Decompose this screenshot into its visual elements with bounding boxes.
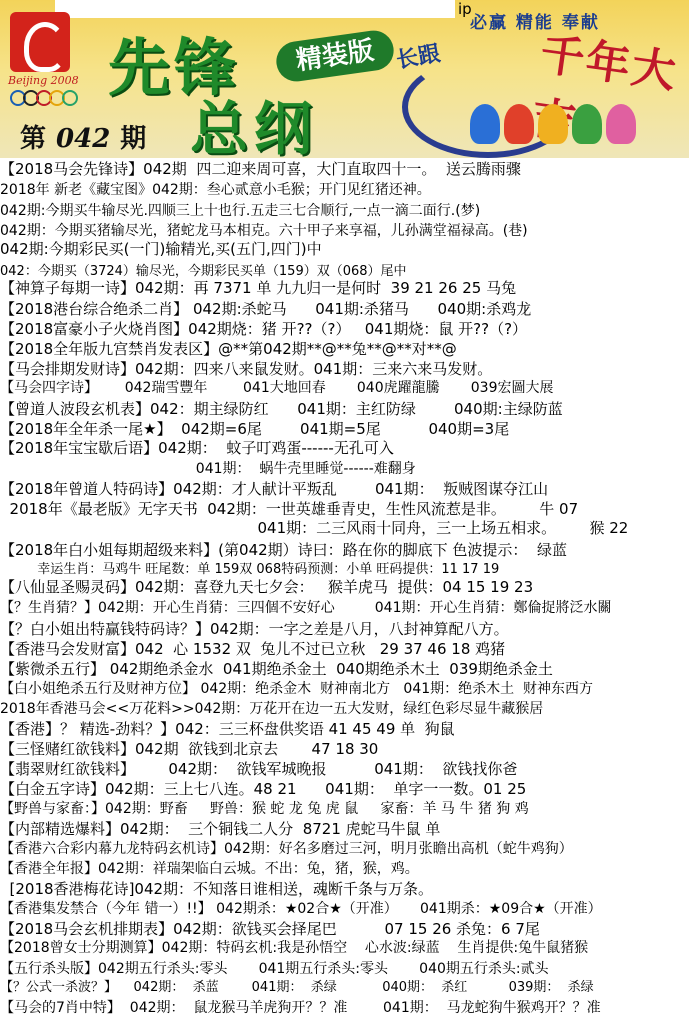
prediction-line: 【2018马会玄机排期表】042期：欲钱买会择尾巴 07 15 26 杀兔：6 7尾 [0, 920, 540, 938]
prediction-line: 2018年《最老版》无字天书 042期：一世英雄垂青史，生性风流惹是非。 牛 07 [0, 500, 579, 518]
prediction-line: 【马会的7肖中特】 042期： 鼠龙猴马羊虎狗开？？准 041期： 马龙蛇狗牛猴鸡开？？准 [0, 1000, 601, 1016]
prediction-line: 【翡翠财红欲钱料】 042期： 欲钱军城晚报 041期： 欲钱找你爸 [0, 760, 518, 778]
issue-no: 042 [56, 124, 111, 154]
beijing-caption: Beijing 2008 [8, 74, 79, 87]
prediction-line: 2018年 新老《藏宝图》042期：叁心贰意小毛猴；开门见红猪还神。 [0, 182, 431, 198]
prediction-line: 042期：今期买猪输尽光，猪蛇龙马本相克。六十甲子来享福，儿孙满堂福禄高。(巷) [0, 223, 528, 239]
prediction-line: 【香港六合彩内幕九龙特码玄机诗】042期：好名多磨过三河，明月张瞻出高机（蛇牛鸡狗） [0, 841, 573, 857]
prediction-line: 【马会四字诗】 042瑞雪豐年 041大地回春 040虎躍龍騰 039宏圖大展 [0, 380, 554, 396]
prediction-line: 【野兽与家畜：】042期：野畜 野兽：猴 蛇 龙 兔 虎 鼠 家畜：羊 马 牛 猪 狗 鸡 [0, 801, 529, 817]
prediction-line: 042：今期买（3724）输尽光，今期彩民买单（159）双（068）尾中 [0, 264, 407, 279]
prediction-line: 【马会排期发财诗】042期：四来八来鼠发财。041期：三来六来马发财。 [0, 360, 493, 378]
prediction-line: 041期： 蜗牛壳里睡觉------难翻身 [0, 461, 416, 477]
prediction-line: 【2018年全年杀一尾★】 042期=6尾 041期=5尾 040期=3尾 [0, 420, 510, 438]
banner-title-zonggang: 总纲 [190, 95, 319, 158]
prediction-line: 042期:今期买牛输尽光.四顺三上十也行.五走三七合顺行,一点一滴二面行.(梦) [0, 203, 481, 219]
beijing-olympics-logo [10, 12, 70, 72]
prediction-line: 042期:今期彩民买(一门)输精光,买(五门,四门)中 [0, 240, 322, 258]
prediction-line: 【香港马会发财富】042 心 1532 双 兔儿不过已立秋 29 37 46 18 鸡猪 [0, 640, 506, 658]
prediction-line: 幸运生肖：马鸡牛 旺尾数：单 159双 068特码预测：小单 旺码提供：11 17 19 [0, 562, 500, 577]
prediction-line: 【紫微杀五行】 042期绝杀金水 041期绝杀金土 040期绝杀木土 039期绝杀金土 [0, 660, 553, 678]
prediction-line: 【内部精选爆料】042期： 三个铜钱二人分 8721 虎蛇马牛鼠 单 [0, 820, 441, 838]
prediction-line: 【香港】？ 精选-劲料？】042：三三杯盘供奖语 41 45 49 单 狗鼠 [0, 720, 455, 738]
prediction-line: 【香港集发禁合（今年 错一）!!】 042期杀：★02合★（开准） 041期杀：★09合★（开准） [0, 901, 602, 917]
prediction-line: 【2018港台综合绝杀二肖】 042期:杀蛇马 041期:杀猪马 040期:杀鸡龙 [0, 300, 532, 318]
prediction-line: 【五行杀头版】042期五行杀头:零头 041期五行杀头:零头 040期五行杀头:贰头 [0, 961, 549, 977]
prediction-line: 【2018富豪小子火烧肖图】042期烧：猪 开??（?） 041期烧：鼠 开??（?） [0, 320, 528, 338]
banner-follow-text: 长跟 [394, 40, 443, 74]
prediction-line: 【2018年宝宝歇后语】042期： 蚊子叮鸡蛋------无孔可入 [0, 439, 394, 457]
banner-bigluck-text: 千年大吉 [537, 28, 681, 99]
prediction-line: 【香港全年报】042期：祥瑞架临白云城。不出：兔，猪，猴，鸡。 [0, 861, 419, 877]
prediction-line: 【三怪赌红欲钱料】042期 欲钱到北京去 47 18 30 [0, 740, 379, 758]
prediction-line: 【曾道人波段玄机表】042：期主绿防红 041期：主红防绿 040期:主绿防蓝 [0, 400, 563, 418]
deluxe-edition-badge: 精装版 [274, 28, 396, 84]
prediction-line: 【？白小姐出特赢钱特码诗？】042期：一字之差是八月，八封神算配八方。 [0, 620, 509, 638]
olympic-rings-icon [10, 90, 75, 110]
fuwa-mascots-icon [470, 104, 640, 148]
banner-top-strip [55, 0, 455, 18]
prediction-line: 041期：二三风雨十同舟，三一上场五相求。 猴 22 [0, 519, 629, 537]
prediction-line: 【？生肖猜？】042期：开心生肖猜：三四個不安好心 041期：开心生肖猜：鄭倫捉將泛水關 [0, 600, 612, 616]
issue-suffix: 期 [120, 124, 147, 154]
prediction-line: 【2018全年版九宫禁肖发表区】@**第042期**@**兔**@**对**@ [0, 340, 457, 358]
prediction-line: 【白金五字诗】042期：三上七八连。48 21 041期： 单字一一数。01 25 [0, 780, 527, 798]
prediction-line: 【白小姐绝杀五行及财神方位】 042期：绝杀金木 财神南北方 041期：绝杀木土 财神东西方 [0, 681, 594, 697]
banner-slogan: 必赢 精能 奉献 [470, 13, 600, 33]
prediction-line: 【2018曾女士分期测算】042期：特码玄机:我是孙悟空 心水波:绿蓝 生肖提供:兔牛鼠猪猴 [0, 940, 589, 956]
prediction-line: 【八仙显圣赐灵码】042期：喜登九天七夕会： 猴羊虎马 提供：04 15 19 23 [0, 578, 534, 596]
issue-number [20, 118, 146, 155]
ip-label: ip [458, 0, 472, 18]
issue-prefix: 第 [20, 124, 47, 154]
prediction-line: [2018香港梅花诗]042期：不知落日谁相送，魂断千条与万条。 [0, 880, 434, 898]
prediction-line: 【？公式一杀波？】 042期： 杀蓝 041期： 杀绿 040期： 杀红 039期： 杀绿 [0, 980, 594, 995]
banner-title-xianfeng: 先锋 [108, 31, 241, 104]
prediction-line: 【神算子每期一诗】042期：再 7371 单 九九归一是何时 39 21 26 25 马兔 [0, 279, 517, 297]
prediction-line: 【2018马会先锋诗】042期 四二迎来周可喜，大门直取四十一。 送云腾雨骤 [0, 160, 521, 178]
prediction-line: 【2018年白小姐每期超级来料】(第042期）诗曰：路在你的脚底下 色波提示： 绿蓝 [0, 541, 567, 559]
prediction-line: 【2018年曾道人特码诗】042期：才人献计平叛乱 041期： 叛贼图谋夺江山 [0, 480, 549, 498]
header-banner [0, 0, 689, 158]
prediction-line: 2018年香港马会<<万花料>>042期：万花开在边一五大发财，绿红色彩尽显牛藏猴居 [0, 701, 544, 717]
